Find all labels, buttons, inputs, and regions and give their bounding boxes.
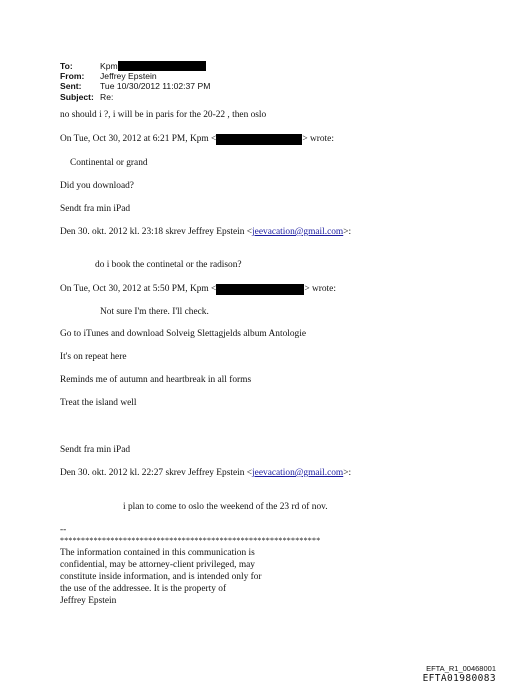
notice-line: The information contained in this communication is: [60, 548, 255, 558]
reply-header-text: >:: [343, 227, 352, 237]
quote-header-1: [60, 133, 334, 145]
email-link[interactable]: jeevacation@gmail.com: [252, 227, 344, 237]
body-line: It's on repeat here: [60, 352, 127, 362]
body-line: do i book the continetal or the radison?: [95, 260, 242, 270]
body-line: Treat the island well: [60, 398, 137, 408]
reply-header-2: [60, 467, 351, 479]
subject-value: Re:: [100, 91, 114, 102]
from-label: From:: [60, 71, 85, 82]
subject-row: [60, 92, 210, 102]
notice-line: confidential, may be attorney-client privileged, may: [60, 560, 255, 570]
subject-label: Subject:: [60, 91, 94, 102]
sent-row: [60, 81, 210, 91]
body-line: Sendt fra min iPad: [60, 445, 131, 455]
body-line: no should i ?, i will be in paris for the 20-22 , then oslo: [60, 110, 267, 120]
from-row: [60, 71, 210, 81]
redaction-box: [216, 134, 302, 145]
quote-header-text: > wrote:: [304, 284, 336, 294]
quote-header-text: On Tue, Oct 30, 2012 at 6:21 PM, Kpm <: [60, 134, 217, 144]
body-line: Reminds me of autumn and heartbreak in all forms: [60, 375, 252, 385]
to-value: Kpm: [100, 61, 118, 71]
redaction-box: [118, 61, 206, 71]
sent-value: Tue 10/30/2012 11:02:37 PM: [100, 81, 211, 92]
email-header: [60, 61, 210, 102]
body-line: Did you download?: [60, 181, 134, 191]
email-link[interactable]: jeevacation@gmail.com: [252, 468, 344, 478]
to-row: [60, 61, 210, 71]
notice-line: Jeffrey Epstein: [60, 596, 117, 606]
quote-header-text: > wrote:: [302, 134, 334, 144]
reply-header-text: Den 30. okt. 2012 kl. 22:27 skrev Jeffrey Epstein <: [60, 468, 253, 478]
reply-header-text: Den 30. okt. 2012 kl. 23:18 skrev Jeffrey Epstein <: [60, 227, 253, 237]
to-label: To:: [60, 61, 73, 71]
body-line: Go to iTunes and download Solveig Slettagjelds album Antologie: [60, 329, 306, 339]
notice-line: the use of the addressee. It is the property of: [60, 584, 227, 594]
body-line: Sendt fra min iPad: [60, 204, 131, 214]
body-line: Not sure I'm there. I'll check.: [100, 307, 209, 317]
from-value: Jeffrey Epstein: [100, 71, 157, 82]
quote-header-2: [60, 283, 336, 295]
confidentiality-notice: [60, 547, 262, 607]
document-id: EFTA_R1_00468001: [426, 664, 496, 673]
sent-label: Sent:: [60, 81, 82, 92]
reply-header-text: >:: [343, 468, 352, 478]
signature-stars: **************************************************************: [60, 536, 321, 545]
body-line: Continental or grand: [70, 158, 148, 168]
signature-dashes: --: [60, 525, 67, 535]
body-line: i plan to come to oslo the weekend of the 23 rd of nov.: [123, 502, 328, 512]
reply-header-1: [60, 226, 351, 238]
quote-header-text: On Tue, Oct 30, 2012 at 5:50 PM, Kpm <: [60, 284, 217, 294]
redaction-box: [216, 284, 304, 295]
efta-id: EFTA01980083: [422, 673, 496, 684]
notice-line: constitute inside information, and is intended only for: [60, 572, 262, 582]
